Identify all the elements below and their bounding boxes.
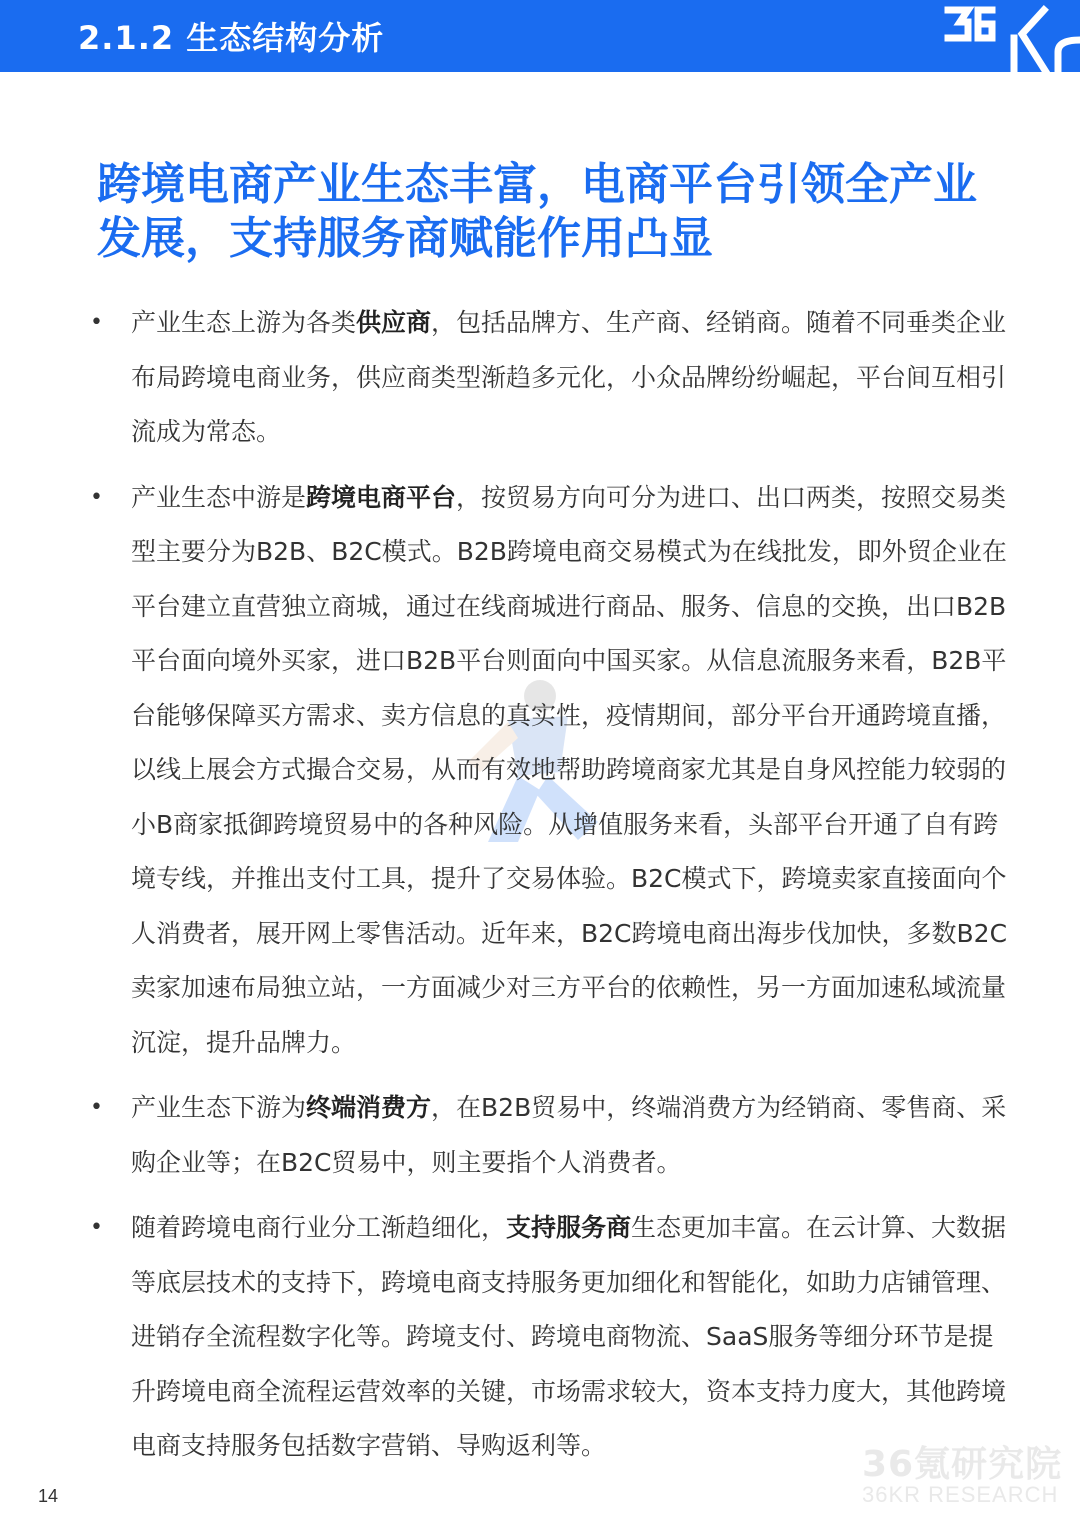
header-bar — [0, 0, 1080, 72]
item-text-before: 产业生态下游为 — [131, 1093, 307, 1122]
watermark-en: 36KR RESEARCH — [862, 1482, 1059, 1507]
list-item-upstream — [90, 296, 1010, 460]
item-keyword: 终端消费方 — [306, 1093, 432, 1122]
list-item-support-services — [90, 1201, 1010, 1474]
item-text-after: ，在B2B贸易中，终端消费方为经销商、零售商、采购企业等；在B2C贸易中，则主要指个人消费者。 — [131, 1093, 1007, 1177]
bullet-marker: • — [90, 1215, 103, 1240]
content-list — [90, 296, 1010, 1485]
list-item-midstream — [90, 471, 1010, 1071]
watermark-cn: 36氪研究院 — [862, 1444, 1063, 1485]
item-text-before: 产业生态上游为各类 — [131, 308, 357, 337]
bullet-marker: • — [90, 1095, 103, 1120]
item-text-before: 随着跨境电商行业分工渐趋细化， — [131, 1213, 507, 1242]
page-number: 14 — [38, 1486, 59, 1506]
item-keyword: 跨境电商平台 — [306, 482, 457, 512]
36kr-logo — [940, 0, 1080, 72]
item-text-after: ，包括品牌方、生产商、经销商。随着不同垂类企业布局跨境电商业务，供应商类型渐趋多元化，小众品牌纷纷崛起，平台间互相引流成为常态。 — [131, 308, 1007, 446]
item-text-after: 生态更加丰富。在云计算、大数据等底层技术的支持下，跨境电商支持服务更加细化和智能化，如助力店铺管理、进销存全流程数字化等。跨境支付、跨境电商物流、SaaS服务等细分环节是提升跨境电商全流程运营效率的关键，市场需求较大，资本支持力度大，其他跨境电商支持服务包括数字营销、导购返利等。 — [131, 1213, 1007, 1460]
item-text-before: 产业生态中游是 — [131, 482, 307, 512]
item-keyword: 供应商 — [356, 308, 432, 337]
item-text-after: ，按贸易方向可分为进口、出口两类，按照交易类型主要分为B2B、B2C模式。B2B跨境电商交易模式为在线批发，即外贸企业在平台建立直营独立商城，通过在线商城进行商品、服务、信息的交换，出口B2B平台面向境外买家，进口B2B平台则面向中国买家。从信息流服务来看，B2B平台能够保障买方需求、卖方信息的真实性，疫情期间，部分平台开通跨境直播，以线上展会方式撮合交易，从而有效地帮助跨境商家尤其是自身风控能力较弱的小B商家抵御跨境贸易中的各种风险。从增值服务来看，头部平台开通了自有跨境专线，并推出支付工具，提升了交易体验。B2C模式下，跨境卖家直接面向个人消费者，展开网上零售活动。近年来，B2C跨境电商出海步伐加快，多数B2C卖家加速布局独立站，一方面减少对三方平台的依赖性，另一方面加速私域流量沉淀，提升品牌力。 — [131, 482, 1008, 1057]
item-keyword: 支持服务商 — [506, 1213, 632, 1242]
headline-line-2: 发展，支持服务商赋能作用凸显 — [97, 213, 713, 264]
section-title: 2.1.2 生态结构分析 — [78, 19, 385, 57]
headline-line-1: 跨境电商产业生态丰富，电商平台引领全产业 — [97, 159, 977, 210]
headline — [97, 158, 1017, 266]
list-item-downstream — [90, 1081, 1010, 1190]
bullet-marker: • — [90, 310, 103, 335]
bullet-marker: • — [90, 484, 103, 510]
